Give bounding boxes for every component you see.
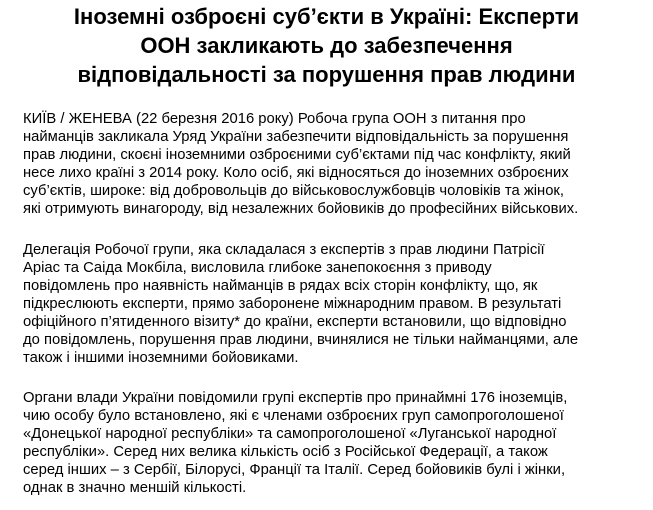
title-line: відповідальності за порушення прав людини: [77, 62, 576, 87]
title-line: Іноземні озброєні суб’єкти в Україні: Експерти: [73, 4, 580, 29]
paragraph-line: Органи влади України повідомили групі експертів про принаймні 176 іноземців,: [23, 390, 568, 406]
paragraph-line: несе лихо країні з 2014 року. Коло осіб, які відносяться до іноземних озброєних: [23, 165, 569, 181]
paragraph-line: підкреслюють експерти, прямо заборонене міжнародним правом. В результаті: [23, 296, 562, 312]
paragraph-intro: [23, 110, 633, 218]
paragraph-line: прав людини, скоєні іноземними озброєними суб’єктами під час конфлікту, який: [23, 147, 571, 163]
title-line: ООН закликають до забезпечення: [140, 33, 513, 58]
paragraph-line: повідомлень про наявність найманців в рядах всіх сторін конфлікту, що, як: [23, 278, 538, 294]
paragraph-line: однак в значно меншій кількості.: [23, 480, 247, 496]
paragraph-line: найманців закликала Уряд України забезпечити відповідальність за порушення: [23, 129, 569, 145]
paragraph-delegation: [23, 241, 633, 367]
paragraph-line: до повідомлень, порушення прав людини, вчинялися не тільки найманцями, але: [23, 332, 579, 348]
paragraph-line: КИЇВ / ЖЕНЕВА (22 березня 2016 року) Робоча група ООН з питання про: [23, 111, 526, 127]
paragraph-authorities: [23, 389, 633, 497]
paragraph-line: суб’єктів, широке: від добровольців до військовослужбовців чоловіків та жінок,: [23, 183, 565, 199]
paragraph-line: серед інших – з Сербії, Білорусі, Франції та Італії. Серед бойовиків булі і жінки,: [23, 462, 566, 478]
paragraph-line: «Донецької народної республіки» та самопроголошеної «Луганської народної: [23, 426, 557, 442]
paragraph-line: офіційного п’ятиденного візиту* до країни, експерти встановили, що відповідно: [23, 314, 567, 330]
document-title: [0, 2, 653, 89]
paragraph-line: республіки». Серед них велика кількість осіб з Російської Федерації, а також: [23, 444, 548, 460]
paragraph-line: Делегація Робочої групи, яка складалася з експертів з прав людини Патрісії: [23, 242, 545, 258]
paragraph-line: чию особу було встановлено, які є членами озброєних груп самопроголошеної: [23, 408, 564, 424]
paragraph-line: які отримують винагороду, від незалежних бойовиків до професійних військових.: [23, 201, 579, 217]
paragraph-line: також і іншими іноземними бойовиками.: [23, 350, 299, 366]
paragraph-line: Аріас та Саіда Мокбіла, висловила глибоке занепокоєння з приводу: [23, 260, 492, 276]
